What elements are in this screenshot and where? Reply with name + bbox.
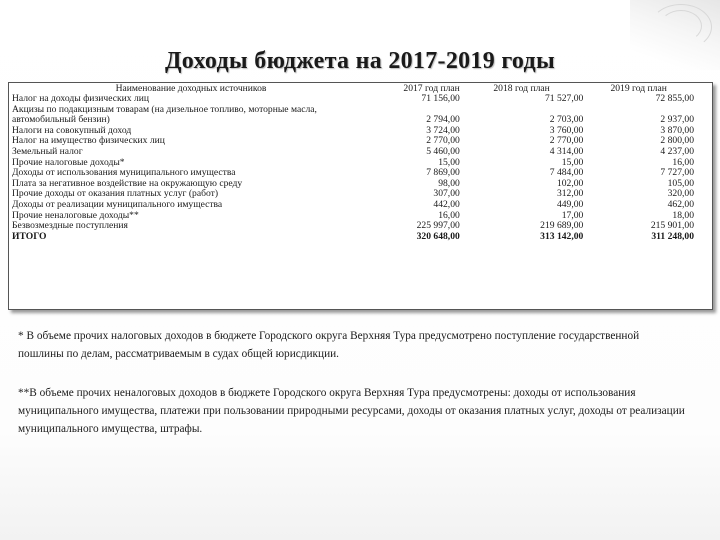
- row-name: Налог на доходы физических лиц: [12, 93, 149, 104]
- value-2017: 71 156,00: [421, 93, 460, 104]
- value-2017: 2 794,00: [426, 114, 460, 126]
- value-2018: 219 689,00: [540, 220, 584, 232]
- value-2018: 102,00: [556, 177, 584, 189]
- value-2017: 225 997,00: [416, 220, 460, 232]
- value-2018: 7 484,00: [549, 167, 584, 179]
- footnote-tax: * В объеме прочих налоговых доходов в бюджете Городского округа Верхняя Тура предусмотрено поступление государственной пошлины по делам, рассматриваемым в судах общей юрисдикции.: [18, 330, 640, 360]
- value-2017: 3 724,00: [426, 124, 460, 136]
- row-name: Доходы от реализации муниципального имущества: [12, 198, 223, 210]
- value-2019: 18,00: [672, 209, 694, 221]
- value-2018: 312,00: [556, 188, 584, 200]
- value-2018: 71 527,00: [544, 93, 584, 104]
- value-2018: 15,00: [561, 156, 584, 168]
- page-title: Доходы бюджета на 2017-2019 годы: [164, 48, 556, 74]
- header-name: Наименование доходных источников: [115, 83, 267, 94]
- value-2019: 105,00: [667, 177, 694, 189]
- value-2019: 311 248,00: [651, 230, 694, 242]
- value-2019: 215 901,00: [650, 220, 694, 232]
- value-2017: 7 869,00: [426, 167, 460, 179]
- row-name: Плата за негативное воздействие на окружающую среду: [12, 177, 243, 189]
- table-row: [9, 105, 712, 126]
- table-total-row: [9, 232, 712, 243]
- header-2017: 2017 год план: [403, 83, 460, 94]
- value-2018: 449,00: [556, 198, 584, 210]
- value-2019: 3 870,00: [660, 124, 694, 136]
- footnote-nontax: **В объеме прочих неналоговых доходов в бюджете Городского округа Верхняя Тура предусмотрены: доходы от использования муниципального имущества, платежи при пользовании природными ресурсами, доходы от оказания платных услуг, доходы от реализации муниципального имущества, штрафы.: [18, 387, 685, 435]
- header-2018: 2018 год план: [493, 83, 550, 94]
- value-2017: 15,00: [438, 156, 460, 168]
- value-2018: 3 760,00: [549, 124, 584, 136]
- value-2018: 313 142,00: [540, 230, 584, 242]
- value-2019: 16,00: [672, 156, 694, 168]
- header-2019: 2019 год план: [610, 83, 667, 94]
- value-2018: 4 314,00: [549, 145, 584, 157]
- table-row: [9, 147, 712, 158]
- row-name: Прочие налоговые доходы*: [12, 156, 125, 168]
- row-name: Безвозмездные поступления: [12, 220, 128, 232]
- value-2019: 7 727,00: [660, 167, 694, 179]
- table-row: [9, 200, 712, 211]
- value-2017: 5 460,00: [426, 145, 460, 157]
- value-2019: 4 237,00: [660, 145, 694, 157]
- row-name: Прочие доходы от оказания платных услуг (работ): [12, 188, 219, 200]
- value-2019: 72 855,00: [655, 93, 694, 104]
- value-2019: 2 937,00: [660, 114, 694, 126]
- row-name: ИТОГО: [12, 230, 47, 242]
- value-2019: 462,00: [667, 198, 694, 210]
- row-name: Налог на имущество физических лиц: [12, 135, 165, 147]
- budget-table: [9, 83, 712, 242]
- value-2017: 98,00: [438, 177, 460, 189]
- value-2019: 320,00: [667, 188, 694, 200]
- table-row: [9, 94, 712, 105]
- row-name: Прочие неналоговые доходы**: [12, 209, 139, 221]
- value-2019: 2 800,00: [660, 135, 694, 147]
- table-row: [9, 221, 712, 232]
- value-2018: 17,00: [561, 209, 584, 221]
- table-row: [9, 136, 712, 147]
- budget-table-frame: [8, 82, 713, 310]
- row-name: Акцизы по подакцизным товарам (на дизельное топливо, моторные масла, автомобильный бензин): [12, 103, 317, 126]
- value-2017: 2 770,00: [426, 135, 460, 147]
- value-2017: 320 648,00: [416, 230, 460, 242]
- value-2018: 2 703,00: [549, 114, 584, 126]
- value-2018: 2 770,00: [549, 135, 584, 147]
- row-name: Налоги на совокупный доход: [12, 124, 132, 136]
- swirl-decoration-inner: [660, 10, 702, 42]
- value-2017: 307,00: [433, 188, 460, 200]
- value-2017: 16,00: [438, 209, 460, 221]
- value-2017: 442,00: [433, 198, 460, 210]
- row-name: Доходы от использования муниципального имущества: [12, 167, 236, 179]
- row-name: Земельный налог: [12, 145, 83, 157]
